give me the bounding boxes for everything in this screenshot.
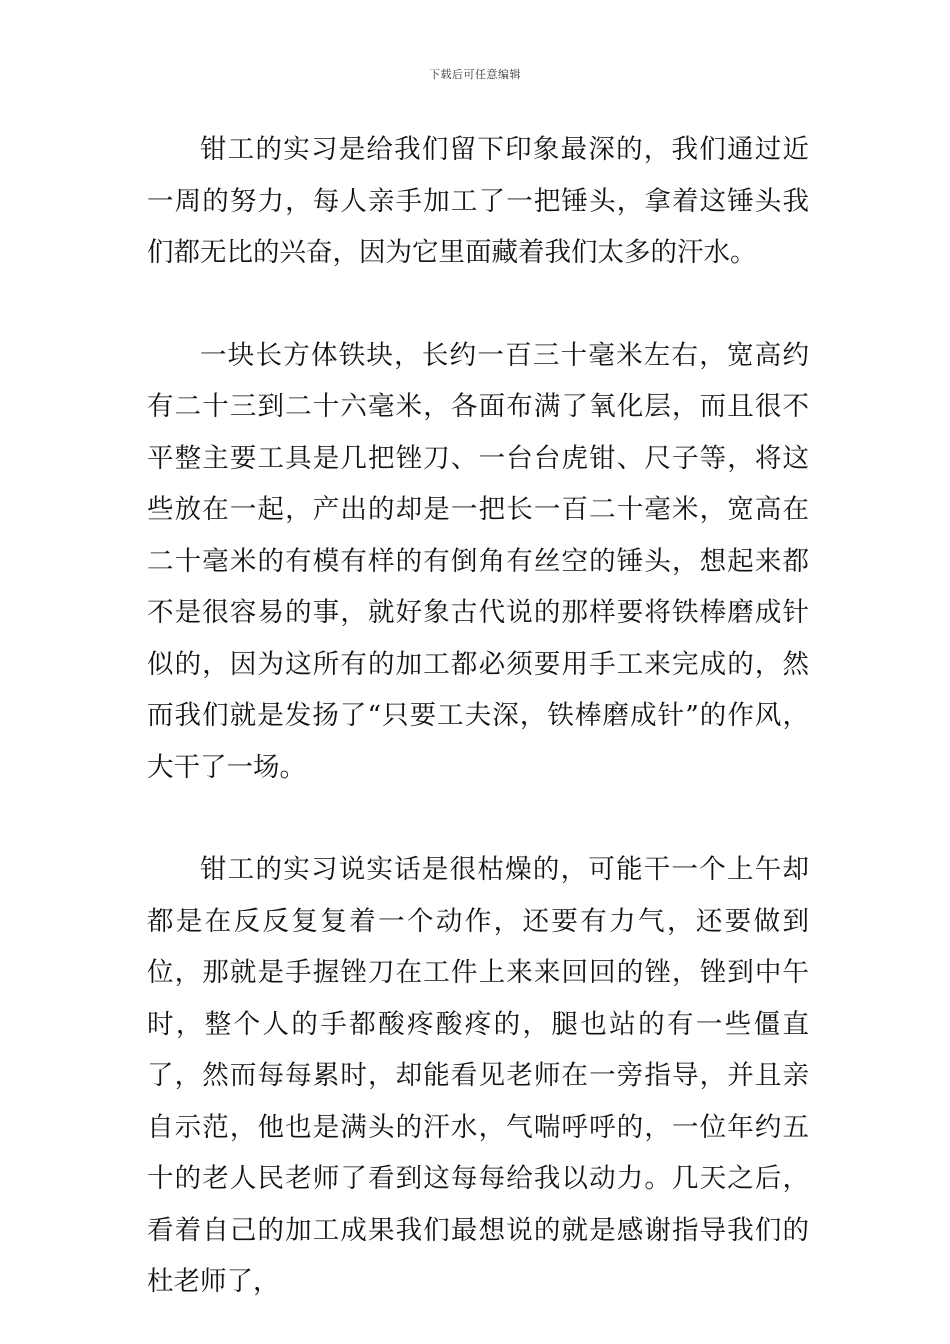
paragraph-1: 钳工的实习是给我们留下印象最深的，我们通过近一周的努力，每人亲手加工了一把锤头，拿着这锤头我们都无比的兴奋，因为它里面藏着我们太多的汗水。 bbox=[147, 134, 809, 268]
page-header: 下载后可任意编辑 bbox=[429, 68, 521, 81]
paragraph-2: 一块长方体铁块，长约一百三十毫米左右，宽高约有二十三到二十六毫米，各面布满了氧化层，而且很不平整主要工具是几把锉刀、一台台虎钳、尺子等，将这些放在一起，产出的却是一把长一百二十毫米，宽高在二十毫米的有模有样的有倒角有丝空的锤头，想起来都不是很容易的事，就好象古代说的那样要将铁棒磨成针似的，因为这所有的加工都必须要用手工来完成的，然而我们就是发扬了“只要工夫深，铁棒磨成针”的作风，大干了一场。 bbox=[147, 339, 809, 783]
document-body bbox=[147, 124, 809, 1308]
paragraph-3: 钳工的实习说实话是很枯燥的，可能干一个上午却都是在反反复复着一个动作，还要有力气，还要做到位，那就是手握锉刀在工件上来来回回的锉，锉到中午时，整个人的手都酸疼酸疼的，腿也站的有一些僵直了，然而每每累时，却能看见老师在一旁指导，并且亲自示范，他也是满头的汗水，气喘呼呼的，一位年约五十的老人民老师了看到这每每给我以动力。几天之后，看着自己的加工成果我们最想说的就是感谢指导我们的杜老师了， bbox=[147, 854, 809, 1297]
